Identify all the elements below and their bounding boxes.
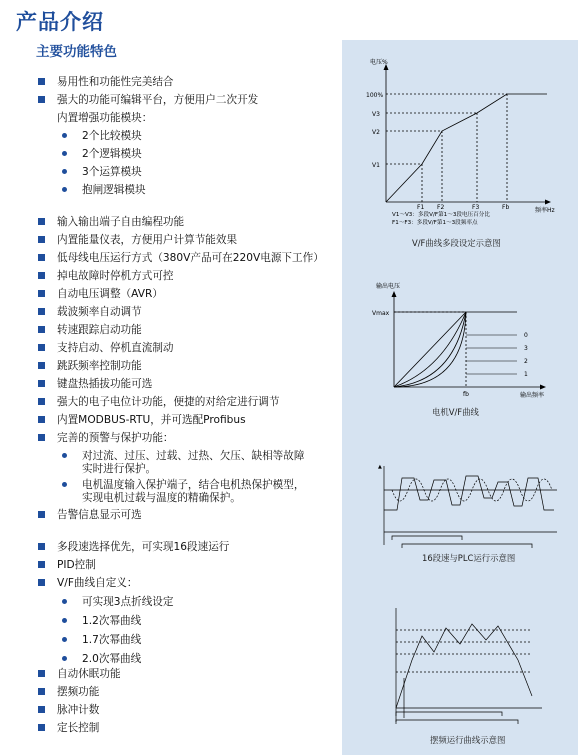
- chart-mark: ▲: [378, 464, 382, 470]
- diagram-caption: 电机V/F曲线: [432, 407, 479, 417]
- vf-note: V1～V3：多段V/F第1～3段电压百分比: [392, 212, 490, 218]
- bullet-square-icon: [38, 308, 45, 315]
- bullet-square-icon: [38, 290, 45, 297]
- bullet-dot-icon: [62, 151, 67, 156]
- bullet-dot-icon: [62, 618, 67, 623]
- bullet-dot-icon: [62, 482, 67, 487]
- bullet-square-icon: [38, 380, 45, 387]
- bullet-square-icon: [38, 434, 45, 441]
- plc-speed-diagram: [342, 460, 578, 555]
- curve-label: 2: [524, 358, 528, 365]
- page-title: 产品介绍: [16, 10, 104, 34]
- curve-label: 1: [524, 371, 528, 378]
- bullet-dot-icon: [62, 637, 67, 642]
- x-tick: F3: [472, 204, 480, 211]
- bullet-square-icon: [38, 543, 45, 550]
- y-tick: V3: [372, 111, 380, 118]
- bullet-square-icon: [38, 579, 45, 586]
- y-tick: V1: [372, 162, 380, 169]
- bullet-dot-icon: [62, 187, 67, 192]
- bullet-square-icon: [38, 398, 45, 405]
- bullet-dot-icon: [62, 133, 67, 138]
- fb-label: fb: [463, 391, 469, 398]
- bullet-square-icon: [38, 362, 45, 369]
- vf-multisegment-diagram: [342, 40, 578, 255]
- bullet-dot-icon: [62, 656, 67, 661]
- builtin-label: 内置增强功能模块：: [57, 112, 153, 124]
- bullet-square-icon: [38, 688, 45, 695]
- bullet-dot-icon: [62, 169, 67, 174]
- y-tick: V2: [372, 129, 380, 136]
- bullet-square-icon: [38, 96, 45, 103]
- y-axis-label: 电压%: [370, 59, 388, 66]
- diagram-caption: V/F曲线多段设定示意图: [412, 238, 501, 248]
- curve-label: 3: [524, 345, 528, 352]
- bullet-square-icon: [38, 272, 45, 279]
- bullet-dot-icon: [62, 453, 67, 458]
- curve-label: 0: [524, 332, 528, 339]
- vmax-label: Vmax: [372, 310, 390, 317]
- bullet-square-icon: [38, 78, 45, 85]
- bullet-square-icon: [38, 511, 45, 518]
- bullet-dot-icon: [62, 599, 67, 604]
- diagram-caption: 摆频运行曲线示意图: [430, 735, 506, 745]
- bullet-square-icon: [38, 561, 45, 568]
- wobble-frequency-diagram: [342, 600, 578, 735]
- x-axis-label: 输出频率: [520, 392, 545, 399]
- bullet-square-icon: [38, 670, 45, 677]
- bullet-square-icon: [38, 218, 45, 225]
- y-tick: 100%: [366, 92, 384, 99]
- bullet-square-icon: [38, 416, 45, 423]
- bullet-square-icon: [38, 706, 45, 713]
- x-tick: Fb: [502, 204, 510, 211]
- bullet-square-icon: [38, 236, 45, 243]
- bullet-square-icon: [38, 326, 45, 333]
- x-axis-label: 频率Hz: [535, 207, 555, 214]
- x-tick: F1: [417, 204, 425, 211]
- motor-vf-curve-diagram: [342, 275, 578, 410]
- bullet-square-icon: [38, 254, 45, 261]
- diagram-panel: [342, 40, 578, 755]
- x-tick: F2: [437, 204, 445, 211]
- y-axis-label: 输出电压: [376, 283, 401, 290]
- vf-note: F1～F3：多段V/F第1～3段频率点: [392, 220, 478, 226]
- section-title: 主要功能特色: [36, 44, 117, 60]
- diagram-caption: 16段速与PLC运行示意图: [422, 553, 516, 563]
- bullet-square-icon: [38, 344, 45, 351]
- bullet-square-icon: [38, 724, 45, 731]
